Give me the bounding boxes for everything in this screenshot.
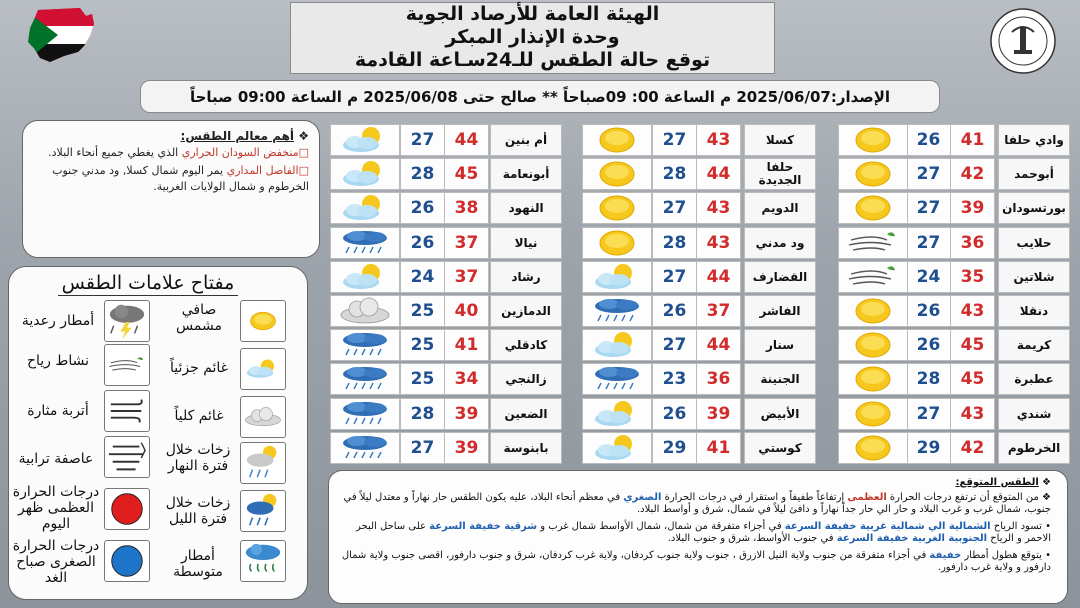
max-temperature: 37 (444, 261, 489, 293)
min-temperature: 29 (906, 432, 951, 464)
expected-title: الطقس المتوقع: (955, 477, 1039, 488)
night-showers-icon (330, 329, 400, 361)
expected-highlight-red: العظمى (847, 492, 887, 503)
max-temperature: 44 (696, 158, 741, 190)
min-temperature: 25 (400, 363, 445, 395)
max-temperature: 39 (950, 192, 995, 224)
sun-icon (838, 158, 908, 190)
expected-highlight-blue: الجنوبية الغربية خفيفة السرعة (836, 533, 988, 544)
city-name: الدويم (744, 192, 816, 224)
wind-icon (838, 261, 908, 293)
feature-1-text: الذي يغطي جميع أنحاء البلاد. (48, 146, 182, 159)
expected-highlight-blue: شرقية خفيفة السرعة (429, 521, 538, 532)
max-temperature: 40 (444, 295, 489, 327)
night-showers-icon (330, 363, 400, 395)
min-temperature: 27 (906, 227, 951, 259)
min-temp-dot-icon (104, 540, 150, 582)
city-name: رشاد (490, 261, 562, 293)
city-name: زالنجي (490, 363, 562, 395)
legend-label: نشاط رياح (26, 353, 89, 369)
city-name: ود مدني (744, 227, 816, 259)
min-temperature: 27 (652, 192, 697, 224)
sun-icon (582, 158, 652, 190)
sun-icon (838, 432, 908, 464)
partly-cloudy-icon (582, 329, 652, 361)
sun-icon (240, 300, 286, 342)
max-temperature: 36 (950, 227, 995, 259)
partly-cloudy-icon (330, 158, 400, 190)
city-name: شلاتين (998, 261, 1070, 293)
city-name: دنقلا (998, 295, 1070, 327)
max-temp-dot-icon (104, 488, 150, 530)
city-name: حلايب (998, 227, 1070, 259)
max-temperature: 43 (950, 295, 995, 327)
city-name: أبوحمد (998, 158, 1070, 190)
wind-icon (104, 344, 150, 386)
city-name: كريمة (998, 329, 1070, 361)
partly-cloudy-icon (330, 192, 400, 224)
max-temperature: 42 (950, 432, 995, 464)
blowing-dust-icon (104, 390, 150, 432)
max-temperature: 39 (444, 432, 489, 464)
expected-text: في جنوب الأواسط، شرق و جنوب البلاد. (667, 533, 837, 544)
legend-label: زخات خلال فترة النهار (165, 442, 231, 474)
max-temperature: 44 (696, 261, 741, 293)
min-temperature: 27 (906, 158, 951, 190)
min-temperature: 27 (652, 329, 697, 361)
expected-text: في معظم أنحاء البلاد، عليه يكون الطقس حار نهاراً و معتدل ليلاً في جنوب، شمال غرب و غرب البلاد و حار الي حار جداً نهاراً و دافئ ليلاً في شمال، شرق و أواسط البلاد. (343, 492, 1051, 515)
expected-paragraph-wind (339, 521, 1051, 545)
min-temperature: 26 (652, 295, 697, 327)
header-line-1: الهيئة العامة للأرصاد الجوية (405, 3, 660, 25)
partly-cloudy-icon (582, 261, 652, 293)
expected-text: في أجزاء متفرقة من شمال، شمال الأواسط شمال غرب و (537, 521, 785, 532)
min-temperature: 26 (906, 124, 951, 156)
city-name: الدمازين (490, 295, 562, 327)
min-temperature: 27 (906, 398, 951, 430)
expected-title-row (339, 477, 1051, 489)
legend-label: درجات الحرارة الصغرى صباح الغد (12, 538, 100, 586)
dust-storm-icon (104, 436, 150, 478)
expected-text: في أجزاء متفرقة من جنوب ولاية النيل الازرق ، جنوب ولاية جنوب كردفان، ولاية غرب كردفان، شرق و جنوب دارفور، اقصى جنوب ولاية شمال دارفور و ولاية غرب دارفور. (341, 550, 1051, 573)
legend-label: زخات خلال فترة الليل (165, 495, 231, 527)
max-temperature: 41 (950, 124, 995, 156)
expected-paragraph-rain (339, 550, 1051, 574)
moderate-rain-icon (240, 540, 286, 582)
max-temperature: 41 (696, 432, 741, 464)
feature-item-2 (33, 163, 309, 195)
city-name: الفاشر (744, 295, 816, 327)
expected-highlight-blue: خفيفة (929, 550, 962, 561)
min-temperature: 26 (906, 295, 951, 327)
partly-cloudy-icon (240, 348, 286, 390)
city-name: سنار (744, 329, 816, 361)
min-temperature: 26 (906, 329, 951, 361)
sun-icon (838, 192, 908, 224)
expected-text: إرتفاعاً طفيفاً و استقرار في درجات الحرارة (661, 492, 848, 503)
sun-icon (838, 124, 908, 156)
max-temperature: 34 (444, 363, 489, 395)
sudan-flag-icon (20, 6, 100, 66)
min-temperature: 27 (906, 192, 951, 224)
night-showers-icon (330, 398, 400, 430)
city-name: الضعين (490, 398, 562, 430)
issue-validity-text: الإصدار:2025/06/07 م الساعة 00: 09صباحاً ** صالح حتى 2025/06/08 م الساعة 09:00 صباحاً (189, 87, 891, 106)
cloudy-icon (240, 396, 286, 438)
feature-1-highlight: منخفض السودان الحراري (181, 146, 299, 159)
header-title-box (290, 2, 775, 74)
bullet-icon: ❖ (1042, 477, 1051, 488)
min-temperature: 26 (400, 227, 445, 259)
expected-text: على ساحل البحر الاحمر و الرياح (356, 521, 1051, 544)
weather-features-box (22, 120, 320, 258)
max-temperature: 39 (696, 398, 741, 430)
max-temperature: 41 (444, 329, 489, 361)
legend-title: مفتاح علامات الطقس (48, 272, 248, 294)
expected-paragraph-temperature (339, 492, 1051, 516)
bullet-icon: • (1045, 550, 1051, 561)
min-temperature: 28 (400, 158, 445, 190)
sun-icon (582, 192, 652, 224)
partly-cloudy-icon (330, 124, 400, 156)
legend-label: غائم كلياً (174, 408, 224, 424)
bullet-icon: • (1045, 521, 1051, 532)
city-name: كسلا (744, 124, 816, 156)
checkbox-bullet-icon: □ (298, 164, 309, 177)
expected-highlight-blue: الصغري (623, 492, 662, 503)
city-name: الجنينة (744, 363, 816, 395)
night-showers-icon (240, 490, 286, 532)
min-temperature: 28 (652, 158, 697, 190)
max-temperature: 45 (950, 329, 995, 361)
max-temperature: 37 (696, 295, 741, 327)
feature-item-1 (33, 145, 309, 161)
thunderstorm-icon (104, 300, 150, 342)
issue-validity-bar (140, 80, 940, 113)
partly-cloudy-icon (582, 398, 652, 430)
min-temperature: 27 (652, 124, 697, 156)
city-name: عطبرة (998, 363, 1070, 395)
night-showers-icon (330, 432, 400, 464)
partly-cloudy-icon (330, 261, 400, 293)
bullet-icon: ❖ (1042, 492, 1051, 503)
max-temperature: 43 (696, 124, 741, 156)
partly-cloudy-icon (582, 432, 652, 464)
max-temperature: 43 (696, 192, 741, 224)
max-temperature: 35 (950, 261, 995, 293)
min-temperature: 23 (652, 363, 697, 395)
legend-label: أمطار رعدية (21, 313, 95, 329)
city-name: الخرطوم (998, 432, 1070, 464)
max-temperature: 44 (696, 329, 741, 361)
day-showers-icon (240, 442, 286, 484)
max-temperature: 36 (696, 363, 741, 395)
legend-label: أمطار متوسطة (173, 548, 223, 580)
min-temperature: 28 (400, 398, 445, 430)
legend-label: أتربة مثارة (27, 403, 89, 419)
sun-icon (838, 329, 908, 361)
city-name: أم بنين (490, 124, 562, 156)
features-title: أهم معالم الطقس: (180, 129, 295, 143)
wind-icon (838, 227, 908, 259)
legend-label: درجات الحرارة العظمى ظهر اليوم (12, 484, 100, 532)
min-temperature: 24 (906, 261, 951, 293)
min-temperature: 24 (400, 261, 445, 293)
sun-icon (582, 227, 652, 259)
min-temperature: 26 (652, 398, 697, 430)
min-temperature: 28 (906, 363, 951, 395)
checkbox-bullet-icon: □ (298, 146, 309, 159)
max-temperature: 42 (950, 158, 995, 190)
night-showers-icon (330, 227, 400, 259)
max-temperature: 38 (444, 192, 489, 224)
sun-icon (838, 295, 908, 327)
max-temperature: 43 (696, 227, 741, 259)
city-name: شندي (998, 398, 1070, 430)
legend-label: صافي مشمس (176, 302, 222, 334)
night-showers-icon (582, 295, 652, 327)
min-temperature: 25 (400, 329, 445, 361)
max-temperature: 45 (444, 158, 489, 190)
features-title-row (33, 129, 309, 143)
feature-2-highlight: الفاصل المداري (226, 164, 299, 177)
max-temperature: 44 (444, 124, 489, 156)
city-name: القضارف (744, 261, 816, 293)
city-name: حلفا الجديدة (744, 158, 816, 190)
city-name: النهود (490, 192, 562, 224)
expected-weather-box (328, 470, 1068, 604)
sun-icon (838, 363, 908, 395)
feature-2-text: يمر اليوم شمال كسلا, ود مدني جنوب الخرطوم و شمال الولايات الغربية. (52, 164, 309, 193)
max-temperature: 43 (950, 398, 995, 430)
city-name: الأبيض (744, 398, 816, 430)
min-temperature: 27 (400, 432, 445, 464)
meteorological-authority-seal-icon (988, 6, 1058, 76)
max-temperature: 39 (444, 398, 489, 430)
city-name: كوستي (744, 432, 816, 464)
expected-text: يتوقع هطول أمطار (961, 550, 1042, 561)
min-temperature: 28 (652, 227, 697, 259)
expected-highlight-blue: الشمالية الي شمالية غربية خفيفة السرعة (784, 521, 991, 532)
city-name: وادي حلفا (998, 124, 1070, 156)
min-temperature: 26 (400, 192, 445, 224)
sun-icon (582, 124, 652, 156)
night-showers-icon (582, 363, 652, 395)
cloudy-icon (330, 295, 400, 327)
max-temperature: 45 (950, 363, 995, 395)
header-line-2: وحدة الإنذار المبكر (445, 26, 620, 48)
min-temperature: 29 (652, 432, 697, 464)
min-temperature: 27 (400, 124, 445, 156)
header-line-3: توقع حالة الطقس للـ24سـاعة القادمة (354, 49, 711, 71)
city-name: كادقلي (490, 329, 562, 361)
city-name: أبونعامة (490, 158, 562, 190)
sun-icon (838, 398, 908, 430)
city-name: بورتسودان (998, 192, 1070, 224)
min-temperature: 25 (400, 295, 445, 327)
legend-label: غائم جزئياً (169, 360, 229, 376)
city-name: بابنوسة (490, 432, 562, 464)
expected-text: تسود الرياح (990, 521, 1042, 532)
expected-text: من المتوقع أن ترتفع درجات الحرارة (886, 492, 1039, 503)
min-temperature: 27 (652, 261, 697, 293)
city-name: نيالا (490, 227, 562, 259)
max-temperature: 37 (444, 227, 489, 259)
legend-label: عاصفة ترابية (18, 451, 94, 467)
bullet-icon: ❖ (298, 129, 309, 143)
